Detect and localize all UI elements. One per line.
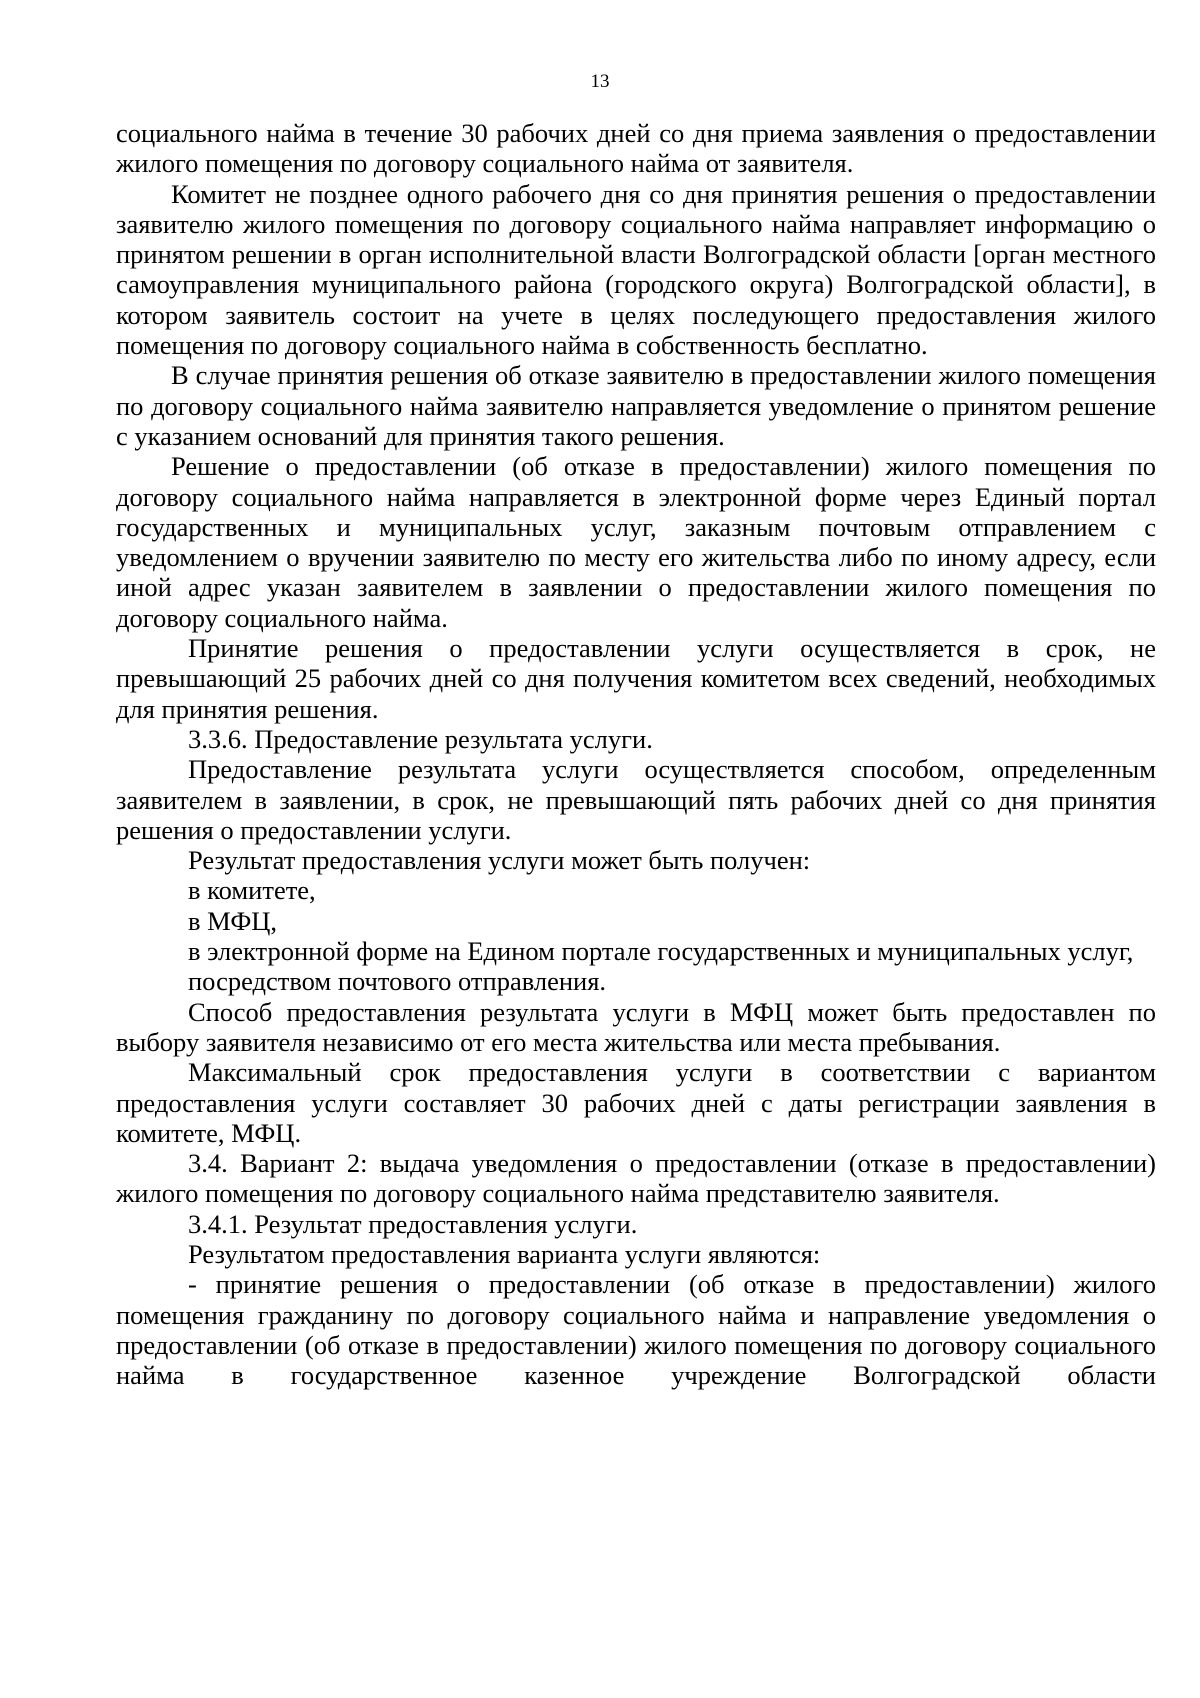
list-item: в электронной форме на Едином портале государственных и муниципальных услуг, [188,936,1134,967]
section-heading: 3.4.1. Результат предоставления услуги. [188,1208,638,1239]
section-heading: 3.3.6. Предоставление результата услуги. [188,723,653,754]
paragraph: Результатом предоставления варианта услуги являются: [188,1238,821,1269]
list-item: - принятие решения о предоставлении (об отказе в предоставлении) жилого помещения гражданину по договору социального найма и направление уведомления о предоставлении (об отказе в предоставлении) жилого помещения по договору социального найма в государственное казенное учреждение Волгоградской области [116,1269,1156,1391]
paragraph: Способ предоставления результата услуги в МФЦ может быть предоставлен по выбору заявителя независимо от его места жительства или места пребывания. [116,996,1156,1057]
paragraph: Предоставление результата услуги осуществляется способом, определенным заявителем в заявлении, в срок, не превышающий пять рабочих дней со дня принятия решения о предоставлении услуги. [116,754,1156,845]
paragraph: Принятие решения о предоставлении услуги осуществляется в срок, не превышающий 25 рабочих дней со дня получения комитетом всех сведений, необходимых для принятия решения. [116,633,1156,724]
list-item: в МФЦ, [188,905,278,936]
paragraph: Результат предоставления услуги может быть получен: [188,845,811,876]
paragraph: социального найма в течение 30 рабочих дней со дня приема заявления о предоставлении жилого помещения по договору социального найма от заявителя. [116,118,1156,179]
list-item: посредством почтового отправления. [188,966,607,997]
paragraph: Максимальный срок предоставления услуги в соответствии с вариантом предоставления услуги составляет 30 рабочих дней с даты регистрации заявления в комитете, МФЦ. [116,1057,1156,1148]
page-number: 13 [590,71,610,92]
paragraph: В случае принятия решения об отказе заявителю в предоставлении жилого помещения по договору социального найма заявителю направляется уведомление о принятом решение с указанием оснований для принятия такого решения. [116,360,1156,451]
paragraph: Комитет не позднее одного рабочего дня со дня принятия решения о предоставлении заявителю жилого помещения по договору социального найма направляет информацию о принятом решении в орган исполнительной власти Волгоградской области [орган местного самоуправления муниципального района (городского округа) Волгоградской области], в котором заявитель состоит на учете в целях последующего предоставления жилого помещения по договору социального найма в собственность бесплатно. [116,178,1156,361]
document-body [116,118,1156,1390]
paragraph: Решение о предоставлении (об отказе в предоставлении) жилого помещения по договору социального найма направляется в электронной форме через Единый портал государственных и муниципальных услуг, заказным почтовым отправлением с уведомлением о вручении заявителю по месту его жительства либо по иному адресу, если иной адрес указан заявителем в заявлении о предоставлении жилого помещения по договору социального найма. [116,451,1156,633]
section-heading: 3.4. Вариант 2: выдача уведомления о предоставлении (отказе в предоставлении) жилого помещения по договору социального найма представителю заявителя. [116,1148,1156,1209]
list-item: в комитете, [188,875,316,906]
